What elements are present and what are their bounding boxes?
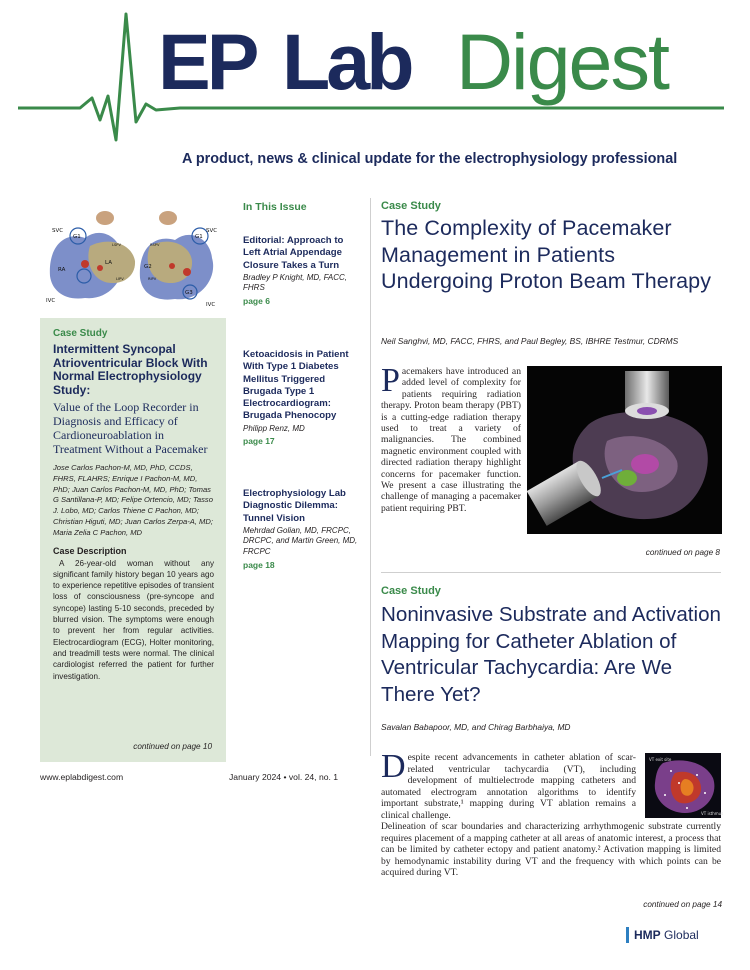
- left-article-continued[interactable]: continued on page 10: [133, 742, 212, 751]
- issue-item-page[interactable]: page 17: [243, 436, 275, 447]
- issue-item-authors: Bradley P Knight, MD, FACC, FHRS: [243, 272, 348, 293]
- fig-label-ivc-right: IVC: [206, 302, 216, 308]
- article2-label: Case Study: [381, 585, 441, 597]
- column-divider: [370, 198, 371, 756]
- left-article-desc-text: A 26-year-old woman without any significant family history began 10 years ago to experience repetitive episodes of transient loss of consciousness (pre-syncope and syncope) lasting 5-10 seconds, preceded by blurred vision. The symptoms were enough to prevent her from regular activities. Electrocardiogram (ECG), Holter monitoring, and treadmill tests were normal. The clinical cardiologist referred the patient for further investigation.: [53, 558, 214, 681]
- issue-item-authors: Philipp Renz, MD: [243, 423, 305, 433]
- proton-beam-image: [527, 366, 722, 534]
- article2-continued[interactable]: continued on page 14: [643, 900, 722, 909]
- masthead-title-ep: EP: [158, 17, 256, 106]
- article2-dropcap: D: [381, 748, 406, 785]
- article2-text-top: espite recent advancements in catheter ablation of scar-related ventricular tachycardia (VT), including development of multielectrode mapping catheters and automated electrogram annotation algorithms to identify important substrate,¹ mapping during VT ablation remains a clinical challenge.: [381, 752, 636, 821]
- masthead-title-digest: Digest: [456, 17, 668, 106]
- left-article-desc-heading: Case Description: [53, 545, 127, 556]
- left-article-authors: Jose Carlos Pachon-M, MD, PhD, CCDS, FHRS, FLAHRS; Enrique I Pachon-M, MD, PhD; Juan Carlos Pachon-M, MD, PhD; Tomas G Santillana-P, MD; Felipe Ortencio, MD; Tasso J. Lobo, MD; Carlos Thiene C Pachon, MD; Christian Higuti, MD; Juan Carlos Zerpa-A, MD; Maria Zelia C Pachon, MD: [53, 463, 213, 537]
- masthead: [0, 0, 750, 190]
- left-article-subtitle: Value of the Loop Recorder in Diagnosis and Efficacy of Cardioneuroablation in Treatment Without a Pacemaker: [53, 400, 208, 456]
- issue-item[interactable]: [243, 235, 361, 306]
- left-article-panel: [40, 318, 226, 762]
- publisher-name-global: Global: [664, 928, 699, 942]
- fig-label-g1-left: G1: [73, 234, 81, 240]
- left-article-label: Case Study: [53, 328, 108, 339]
- issue-item-page[interactable]: page 18: [243, 559, 275, 570]
- fig-label-vt-exit: VT exit site: [649, 757, 672, 762]
- article2-body-top: [381, 748, 636, 821]
- in-this-issue-heading: In This Issue: [243, 201, 307, 213]
- fig-label-la: LA: [105, 260, 112, 266]
- article2-title[interactable]: Noninvasive Substrate and Activation Mapping for Catheter Ablation of Ventricular Tachycardia: Are We There Yet?: [381, 603, 721, 706]
- article1-authors: Neil Sanghvi, MD, FACC, FHRS, and Paul Begley, BS, IBHRE Testmur, CDRMS: [381, 336, 679, 346]
- fig-label-svc-left: SVC: [52, 228, 64, 234]
- ventricular-map-image: [645, 753, 724, 818]
- in-this-issue: [243, 201, 361, 570]
- fig-label-ivc-left: IVC: [46, 298, 56, 304]
- footer-url[interactable]: www.eplabdigest.com: [40, 772, 124, 782]
- publisher-logo: [626, 925, 699, 945]
- article1-body: [381, 362, 521, 514]
- issue-item-title[interactable]: Ketoacidosis in Patient With Type 1 Diabetes Mellitus Triggered Brugada Type 1 Electrocardiogram: Brugada Phenocopy: [243, 349, 349, 422]
- issue-item-authors: Mehrdad Golian, MD, FRCPC, DRCPC, and Martin Green, MD, FRCPC: [243, 525, 358, 557]
- issue-item[interactable]: [243, 488, 361, 570]
- issue-item-page[interactable]: page 6: [243, 296, 270, 307]
- publisher-logo-bar: [626, 927, 629, 943]
- fig-label-g1-right: G1: [195, 234, 203, 240]
- masthead-tagline: A product, news & clinical update for the electrophysiology professional: [182, 151, 678, 167]
- article2-authors: Savalan Babapoor, MD, and Chirag Barbhaiya, MD: [381, 722, 571, 732]
- fig-label-lipv: LIPV: [116, 277, 124, 281]
- article1-dropcap: P: [381, 362, 400, 399]
- masthead-title-lab: Lab: [282, 17, 411, 106]
- heart-anatomy-figure: [40, 206, 226, 316]
- issue-item[interactable]: [243, 349, 361, 446]
- article1-label: Case Study: [381, 200, 441, 212]
- article1-continued[interactable]: continued on page 8: [645, 548, 720, 557]
- fig-label-g3: G3: [185, 290, 193, 296]
- fig-label-g2: G2: [144, 264, 152, 270]
- footer-date: January 2024 • vol. 24, no. 1: [229, 772, 339, 782]
- publisher-name-hmp: HMP: [634, 928, 661, 942]
- left-article-title[interactable]: Intermittent Syncopal Atrioventricular Block With Normal Electrophysiology Study:: [53, 342, 208, 397]
- issue-item-title[interactable]: Electrophysiology Lab Diagnostic Dilemma: Tunnel Vision: [243, 488, 346, 524]
- article1-text: acemakers have introduced an added level of complexity for patients requiring radiation therapy. Proton beam therapy (PBT) is a cutting-edge radiation therapy used to treat a variety of malignancies. The combined magnetic environment coupled with directed radiation therapy highlight concerns for pacemaker function. We present a case illustrating the challenge of managing a pacemaker patient requiring PBT.: [381, 366, 521, 514]
- article2-text-bottom: Delineation of scar boundaries and characterizing arrhythmogenic substrate currently requires placement of a mapping catheter at all areas of anatomic interest, a process that can be limited by catheter ectopy and patient anatomy.² Activation mapping is limited by hemodynamic instability during VT and the frequency with which points can be acquired during VT.: [381, 821, 721, 878]
- issue-item-title[interactable]: Editorial: Approach to Left Atrial Appendage Closure Takes a Turn: [243, 235, 344, 271]
- fig-label-vt-isthmus: VT isthmus: [701, 811, 724, 816]
- article1-title[interactable]: The Complexity of Pacemaker Management in Patients Undergoing Proton Beam Therapy: [381, 216, 712, 293]
- fig-label-ra: RA: [58, 267, 66, 273]
- fig-label-ripv: RIPV: [148, 277, 157, 281]
- fig-label-svc-right: SVC: [206, 228, 218, 234]
- fig-label-lspv: LSPV: [112, 243, 121, 247]
- article-divider: [381, 572, 721, 573]
- fig-label-rspv: RSPV: [150, 243, 160, 247]
